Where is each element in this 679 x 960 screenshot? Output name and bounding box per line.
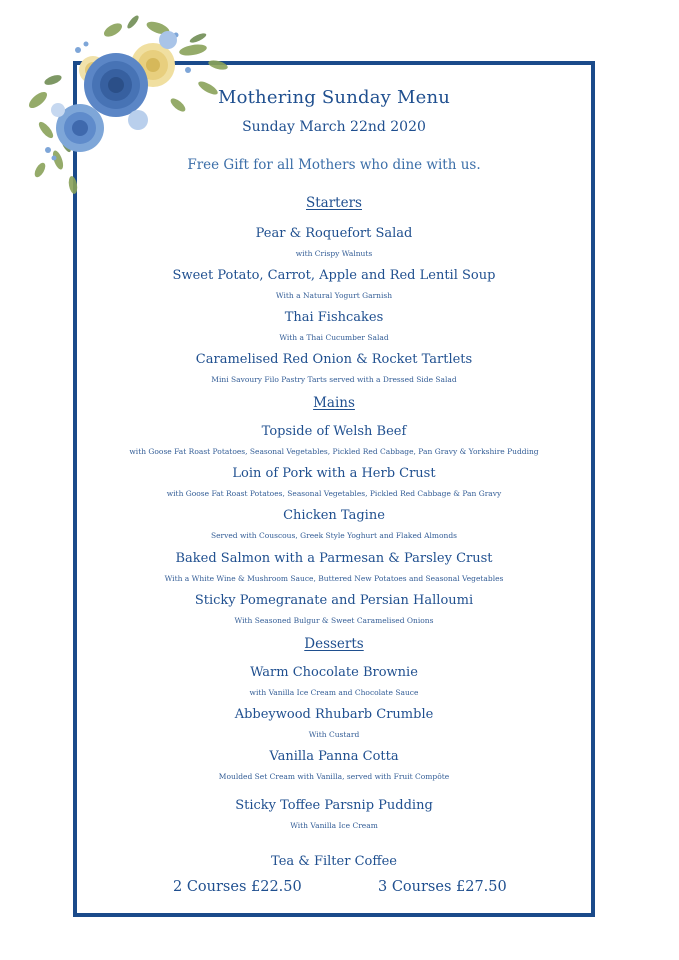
dish-name: Warm Chocolate Brownie xyxy=(250,665,418,680)
dish-name: Pear & Roquefort Salad xyxy=(255,226,413,241)
price-two-courses: 2 Courses £22.50 xyxy=(173,879,302,895)
mains-heading: Mains xyxy=(313,395,355,411)
dish-description: with Goose Fat Roast Potatoes, Seasonal Vegetables, Pickled Red Cabbage & Pan Gravy xyxy=(166,489,502,498)
dish-description: With Seasoned Bulgur & Sweet Caramelised Onions xyxy=(234,616,434,625)
tea-coffee-note: Tea & Filter Coffee xyxy=(271,854,397,869)
price-three-courses: 3 Courses £27.50 xyxy=(378,879,507,895)
dish-name: Sticky Pomegranate and Persian Halloumi xyxy=(194,593,474,608)
dish-name: Topside of Welsh Beef xyxy=(261,424,407,439)
dish-description: Served with Couscous, Greek Style Yoghurt and Flaked Almonds xyxy=(210,531,458,540)
dish-name: Thai Fishcakes xyxy=(284,310,384,325)
dish-description: with Vanilla Ice Cream and Chocolate Sauce xyxy=(249,688,419,697)
menu-title: Mothering Sunday Menu xyxy=(217,87,451,108)
dish-name: Sticky Toffee Parsnip Pudding xyxy=(235,798,433,813)
dish-description: With Custard xyxy=(308,730,360,739)
menu-date: Sunday March 22nd 2020 xyxy=(242,119,426,135)
dish-name: Loin of Pork with a Herb Crust xyxy=(232,466,436,481)
dish-name: Baked Salmon with a Parmesan & Parsley Crust xyxy=(175,551,493,566)
dish-name: Chicken Tagine xyxy=(283,508,385,523)
dish-name: Abbeywood Rhubarb Crumble xyxy=(234,707,434,722)
dish-description: With a Thai Cucumber Salad xyxy=(279,333,389,342)
starters-heading: Starters xyxy=(306,195,362,211)
dish-description: with Goose Fat Roast Potatoes, Seasonal Vegetables, Pickled Red Cabbage, Pan Gravy & Yorkshire Pudding xyxy=(129,447,539,456)
dish-description: With a Natural Yogurt Garnish xyxy=(275,291,393,300)
desserts-heading: Desserts xyxy=(304,636,364,652)
dish-name: Sweet Potato, Carrot, Apple and Red Lentil Soup xyxy=(172,268,496,283)
dish-description: With Vanilla Ice Cream xyxy=(290,821,378,830)
dish-name: Vanilla Panna Cotta xyxy=(269,749,399,764)
dish-description: Mini Savoury Filo Pastry Tarts served with a Dressed Side Salad xyxy=(211,375,457,384)
dish-description: With a White Wine & Mushroom Sauce, Buttered New Potatoes and Seasonal Vegetables xyxy=(164,574,504,583)
dish-name: Caramelised Red Onion & Rocket Tartlets xyxy=(195,352,473,367)
gift-note: Free Gift for all Mothers who dine with us. xyxy=(187,157,481,173)
dish-description: with Crispy Walnuts xyxy=(295,249,373,258)
dish-description: Moulded Set Cream with Vanilla, served with Fruit Compôte xyxy=(218,772,450,781)
